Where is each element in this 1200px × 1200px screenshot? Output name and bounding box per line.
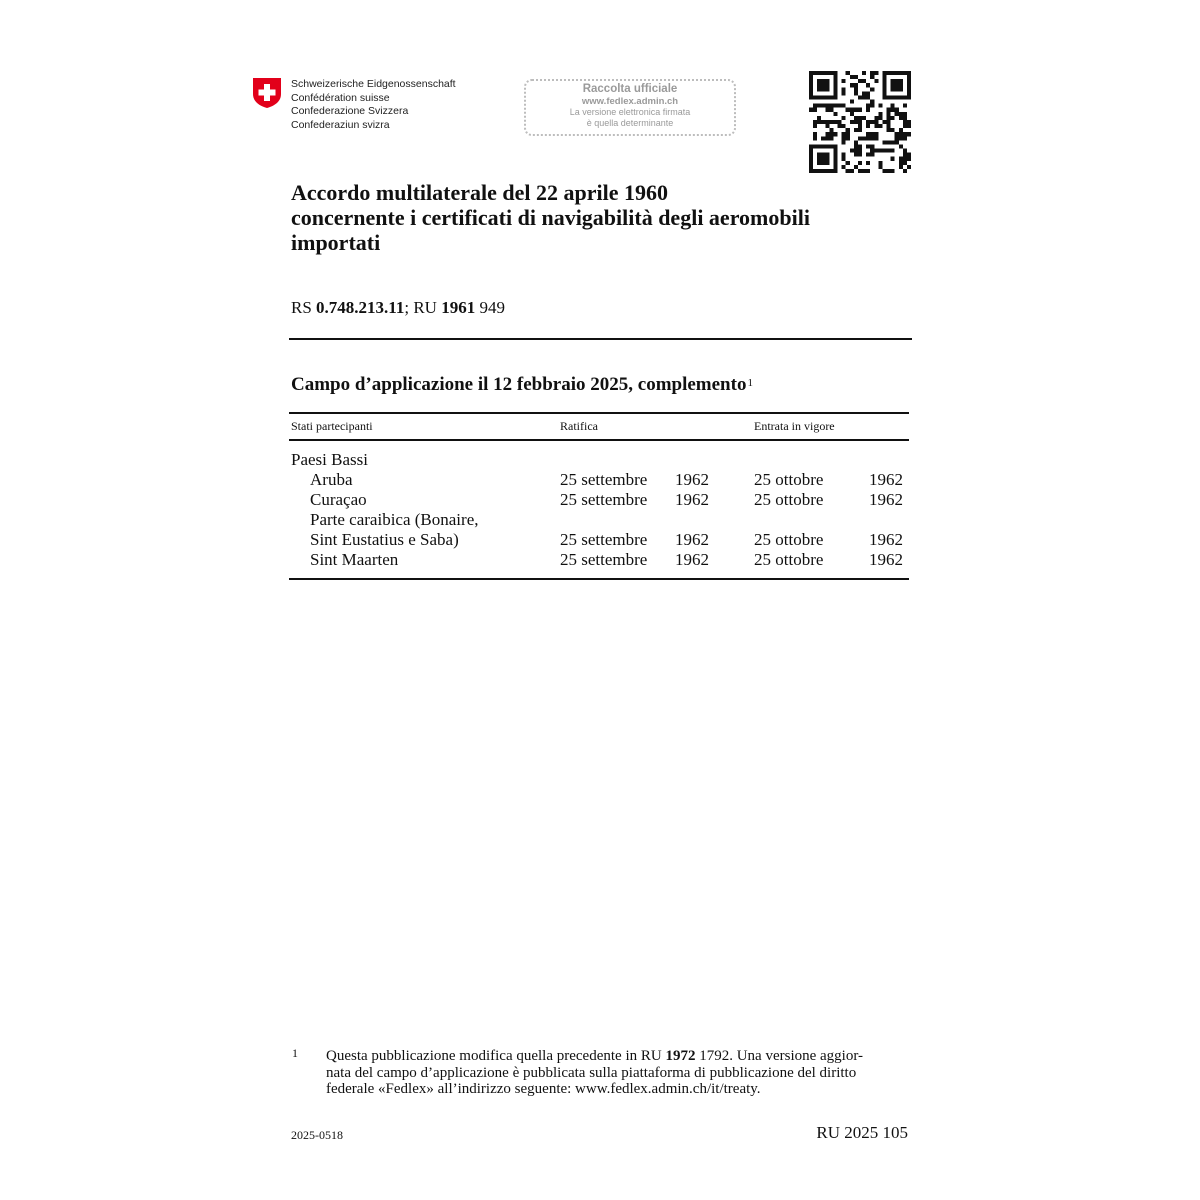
entry-date: 25 ottobre xyxy=(754,490,824,509)
title-line-1: Accordo multilaterale del 22 aprile 1960 xyxy=(291,180,668,205)
official-collection-stamp xyxy=(524,79,736,136)
table-bottom-rule xyxy=(289,578,909,580)
section-heading-text: Campo d’applicazione il 12 febbraio 2025, complemento xyxy=(291,374,747,395)
header-entry-into-force: Entrata in vigore xyxy=(754,419,835,433)
footnote-text xyxy=(326,1048,911,1098)
state-name: Aruba xyxy=(310,470,353,489)
entry-year: 1962 xyxy=(869,550,903,569)
title-divider xyxy=(289,338,912,340)
qr-code-icon xyxy=(809,71,911,173)
ru-year: 1961 xyxy=(441,298,476,317)
ratification-year: 1962 xyxy=(675,470,709,489)
entry-year: 1962 xyxy=(869,530,903,549)
footnote-line-1-c: 1792. Una versione aggior- xyxy=(695,1048,864,1064)
state-name: Parte caraibica (Bonaire, xyxy=(310,510,479,529)
footnote-line-3: federale «Fedlex» all’indirizzo seguente: www.fedlex.admin.ch/it/treaty. xyxy=(326,1081,761,1097)
stamp-note-1: La versione elettronica firmata xyxy=(569,107,691,117)
section-heading xyxy=(291,374,753,396)
title-line-2: concernente i certificati di navigabilità degli aeromobili xyxy=(291,205,810,230)
table-group-row xyxy=(0,450,1200,470)
confederation-name-rm: Confederaziun svizra xyxy=(291,118,390,131)
document-number: 2025-0518 xyxy=(291,1128,343,1142)
page-reference: RU 2025 105 xyxy=(816,1123,908,1142)
ratification-year: 1962 xyxy=(675,490,709,509)
reference-line xyxy=(291,298,505,318)
footnote-line-1 xyxy=(326,1048,911,1065)
table-row xyxy=(0,510,1200,530)
ratification-year: 1962 xyxy=(675,550,709,569)
stamp-url: www.fedlex.admin.ch xyxy=(581,96,679,107)
table-row xyxy=(0,550,1200,570)
header-states: Stati partecipanti xyxy=(291,419,373,433)
entry-year: 1962 xyxy=(869,470,903,489)
ratification-date: 25 settembre xyxy=(560,490,648,509)
ratification-year: 1962 xyxy=(675,530,709,549)
footnote-number: 1 xyxy=(292,1046,298,1060)
confederation-name-de: Schweizerische Eidgenossenschaft xyxy=(291,78,456,90)
entry-date: 25 ottobre xyxy=(754,550,824,569)
footnote-marker[interactable]: 1 xyxy=(747,377,753,389)
header-ratification: Ratifica xyxy=(560,419,598,433)
entry-date: 25 ottobre xyxy=(754,530,824,549)
table-row xyxy=(0,530,1200,550)
rs-number: 0.748.213.11 xyxy=(316,298,405,317)
footnote-line-1-a: Questa pubblicazione modifica quella precedente in RU xyxy=(326,1048,666,1064)
confederation-name-it: Confederazione Svizzera xyxy=(291,105,409,117)
footnote-line-2: nata del campo d’applicazione è pubblicata sulla piattaforma di pubblicazione del diritto xyxy=(326,1064,857,1081)
state-name: Sint Maarten xyxy=(310,550,399,569)
group-name: Paesi Bassi xyxy=(291,450,368,469)
entry-year: 1962 xyxy=(869,490,903,509)
stamp-title: Raccolta ufficiale xyxy=(582,83,678,95)
confederation-names xyxy=(291,78,456,132)
ru-prefix: ; RU xyxy=(404,298,442,317)
ratification-date: 25 settembre xyxy=(560,470,648,489)
ru-page: 949 xyxy=(475,298,505,317)
entry-date: 25 ottobre xyxy=(754,470,824,489)
title-line-3: importati xyxy=(291,230,381,255)
document-title xyxy=(291,180,911,255)
ratification-date: 25 settembre xyxy=(560,530,648,549)
table-top-rule xyxy=(289,412,909,414)
confederation-name-fr: Confédération suisse xyxy=(291,91,390,104)
table-row xyxy=(0,490,1200,510)
ratification-date: 25 settembre xyxy=(560,550,648,569)
state-name: Curaçao xyxy=(310,490,367,509)
rs-prefix: RS xyxy=(291,298,317,317)
swiss-cross-icon xyxy=(252,77,282,109)
table-row xyxy=(0,470,1200,490)
state-name: Sint Eustatius e Saba) xyxy=(310,530,459,549)
footnote-line-1-year: 1972 xyxy=(665,1048,696,1064)
table-header-rule xyxy=(289,439,909,441)
stamp-note-2: è quella determinante xyxy=(586,118,674,128)
